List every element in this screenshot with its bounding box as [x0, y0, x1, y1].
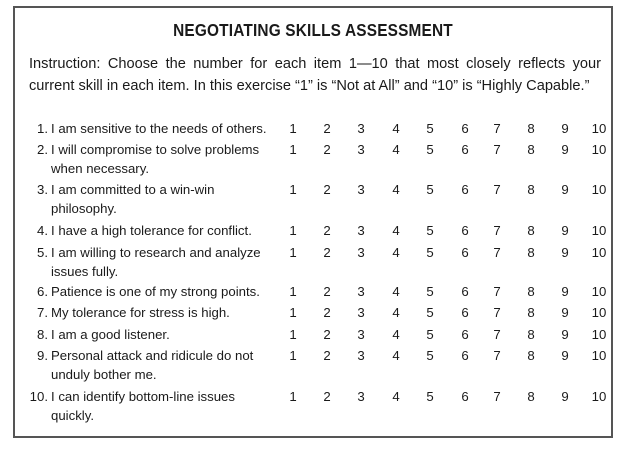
rating-option-1[interactable]: 1 [289, 348, 297, 363]
item-text: I am a good listener. [51, 327, 170, 342]
rating-option-4[interactable]: 4 [392, 223, 400, 238]
item-statement [29, 244, 281, 281]
rating-option-10[interactable]: 10 [591, 121, 607, 136]
rating-option-9[interactable]: 9 [561, 182, 569, 197]
rating-option-5[interactable]: 5 [426, 182, 434, 197]
rating-option-5[interactable]: 5 [426, 142, 434, 157]
rating-option-5[interactable]: 5 [426, 389, 434, 404]
rating-option-3[interactable]: 3 [357, 142, 365, 157]
rating-option-3[interactable]: 3 [357, 305, 365, 320]
rating-option-3[interactable]: 3 [357, 327, 365, 342]
rating-option-1[interactable]: 1 [289, 327, 297, 342]
rating-option-4[interactable]: 4 [392, 389, 400, 404]
rating-option-1[interactable]: 1 [289, 223, 297, 238]
item-number: 3. [37, 182, 48, 197]
rating-option-9[interactable]: 9 [561, 348, 569, 363]
item-text: I am sensitive to the needs of others. [51, 121, 267, 136]
rating-option-4[interactable]: 4 [392, 305, 400, 320]
rating-option-2[interactable]: 2 [323, 389, 331, 404]
rating-option-9[interactable]: 9 [561, 284, 569, 299]
rating-option-10[interactable]: 10 [591, 284, 607, 299]
item-number: 9. [37, 348, 48, 363]
rating-option-9[interactable]: 9 [561, 305, 569, 320]
rating-option-8[interactable]: 8 [527, 305, 535, 320]
rating-option-6[interactable]: 6 [461, 389, 469, 404]
rating-option-8[interactable]: 8 [527, 284, 535, 299]
rating-option-4[interactable]: 4 [392, 348, 400, 363]
item-statement [29, 141, 281, 178]
rating-option-7[interactable]: 7 [493, 327, 501, 342]
rating-option-1[interactable]: 1 [289, 182, 297, 197]
item-number: 1. [37, 121, 48, 136]
rating-option-6[interactable]: 6 [461, 245, 469, 260]
rating-option-9[interactable]: 9 [561, 223, 569, 238]
rating-option-5[interactable]: 5 [426, 245, 434, 260]
rating-option-4[interactable]: 4 [392, 245, 400, 260]
rating-option-6[interactable]: 6 [461, 182, 469, 197]
item-statement [29, 283, 281, 302]
rating-option-10[interactable]: 10 [591, 305, 607, 320]
rating-option-1[interactable]: 1 [289, 284, 297, 299]
rating-option-6[interactable]: 6 [461, 284, 469, 299]
rating-option-2[interactable]: 2 [323, 327, 331, 342]
item-number: 2. [37, 142, 48, 157]
rating-option-6[interactable]: 6 [461, 305, 469, 320]
rating-option-2[interactable]: 2 [323, 142, 331, 157]
item-number: 7. [37, 305, 48, 320]
rating-option-10[interactable]: 10 [591, 142, 607, 157]
rating-option-2[interactable]: 2 [323, 348, 331, 363]
rating-option-2[interactable]: 2 [323, 305, 331, 320]
rating-option-3[interactable]: 3 [357, 284, 365, 299]
rating-option-7[interactable]: 7 [493, 121, 501, 136]
rating-option-1[interactable]: 1 [289, 142, 297, 157]
rating-option-5[interactable]: 5 [426, 284, 434, 299]
rating-option-5[interactable]: 5 [426, 305, 434, 320]
rating-option-8[interactable]: 8 [527, 121, 535, 136]
rating-option-8[interactable]: 8 [527, 389, 535, 404]
rating-option-7[interactable]: 7 [493, 305, 501, 320]
rating-option-10[interactable]: 10 [591, 327, 607, 342]
rating-option-4[interactable]: 4 [392, 284, 400, 299]
rating-option-8[interactable]: 8 [527, 348, 535, 363]
rating-option-2[interactable]: 2 [323, 182, 331, 197]
rating-option-10[interactable]: 10 [591, 348, 607, 363]
rating-option-4[interactable]: 4 [392, 142, 400, 157]
item-number: 10. [29, 389, 48, 404]
rating-option-8[interactable]: 8 [527, 245, 535, 260]
rating-option-7[interactable]: 7 [493, 389, 501, 404]
item-number: 4. [37, 223, 48, 238]
rating-option-9[interactable]: 9 [561, 142, 569, 157]
rating-option-5[interactable]: 5 [426, 223, 434, 238]
rating-option-5[interactable]: 5 [426, 121, 434, 136]
item-statement [29, 222, 281, 241]
rating-option-9[interactable]: 9 [561, 245, 569, 260]
rating-option-1[interactable]: 1 [289, 121, 297, 136]
rating-option-2[interactable]: 2 [323, 245, 331, 260]
rating-option-2[interactable]: 2 [323, 284, 331, 299]
rating-option-8[interactable]: 8 [527, 182, 535, 197]
rating-option-3[interactable]: 3 [357, 121, 365, 136]
rating-option-2[interactable]: 2 [323, 223, 331, 238]
rating-option-1[interactable]: 1 [289, 245, 297, 260]
assessment-box [13, 6, 613, 438]
item-statement [29, 120, 281, 139]
page-title: NEGOTIATING SKILLS ASSESSMENT [173, 20, 453, 40]
item-text: I will compromise to solve problems when necessary. [51, 142, 260, 176]
rating-option-2[interactable]: 2 [323, 121, 331, 136]
item-text: I can identify bottom-line issues quickly. [51, 389, 235, 423]
rating-option-7[interactable]: 7 [493, 223, 501, 238]
rating-option-3[interactable]: 3 [357, 182, 365, 197]
item-text: Patience is one of my strong points. [51, 284, 260, 299]
rating-option-7[interactable]: 7 [493, 182, 501, 197]
item-number: 8. [37, 327, 48, 342]
rating-option-9[interactable]: 9 [561, 327, 569, 342]
rating-option-7[interactable]: 7 [493, 348, 501, 363]
rating-option-4[interactable]: 4 [392, 121, 400, 136]
rating-option-7[interactable]: 7 [493, 142, 501, 157]
item-statement [29, 347, 281, 384]
rating-option-6[interactable]: 6 [461, 348, 469, 363]
rating-option-3[interactable]: 3 [357, 389, 365, 404]
rating-option-3[interactable]: 3 [357, 348, 365, 363]
rating-option-9[interactable]: 9 [561, 121, 569, 136]
rating-option-4[interactable]: 4 [392, 182, 400, 197]
rating-option-3[interactable]: 3 [357, 245, 365, 260]
rating-option-5[interactable]: 5 [426, 348, 434, 363]
rating-option-10[interactable]: 10 [591, 389, 607, 404]
rating-option-8[interactable]: 8 [527, 327, 535, 342]
item-text: Personal attack and ridicule do not unduly bother me. [51, 348, 254, 382]
item-number: 5. [37, 245, 48, 260]
rating-option-6[interactable]: 6 [461, 142, 469, 157]
rating-option-3[interactable]: 3 [357, 223, 365, 238]
rating-option-1[interactable]: 1 [289, 389, 297, 404]
rating-option-8[interactable]: 8 [527, 142, 535, 157]
item-text: I am committed to a win-win philosophy. [51, 182, 215, 216]
rating-option-7[interactable]: 7 [493, 245, 501, 260]
rating-option-10[interactable]: 10 [591, 223, 607, 238]
rating-option-4[interactable]: 4 [392, 327, 400, 342]
rating-option-6[interactable]: 6 [461, 327, 469, 342]
item-statement [29, 326, 281, 345]
item-number: 6. [37, 284, 48, 299]
rating-option-7[interactable]: 7 [493, 284, 501, 299]
item-text: I have a high tolerance for conflict. [51, 223, 252, 238]
item-text: My tolerance for stress is high. [51, 305, 230, 320]
item-statement [29, 181, 281, 218]
item-statement [29, 388, 281, 425]
rating-option-8[interactable]: 8 [527, 223, 535, 238]
rating-option-5[interactable]: 5 [426, 327, 434, 342]
rating-option-10[interactable]: 10 [591, 245, 607, 260]
rating-option-10[interactable]: 10 [591, 182, 607, 197]
rating-option-1[interactable]: 1 [289, 305, 297, 320]
item-statement [29, 304, 281, 323]
rating-option-9[interactable]: 9 [561, 389, 569, 404]
rating-option-6[interactable]: 6 [461, 223, 469, 238]
instruction-text: Instruction: Choose the number for each item 1—10 that most closely reflects your current skill in each item. In this exercise “1” is “Not at All” and “10” is “Highly Capable.” [29, 56, 601, 94]
item-text: I am willing to research and analyze issues fully. [51, 245, 261, 279]
rating-option-6[interactable]: 6 [461, 121, 469, 136]
